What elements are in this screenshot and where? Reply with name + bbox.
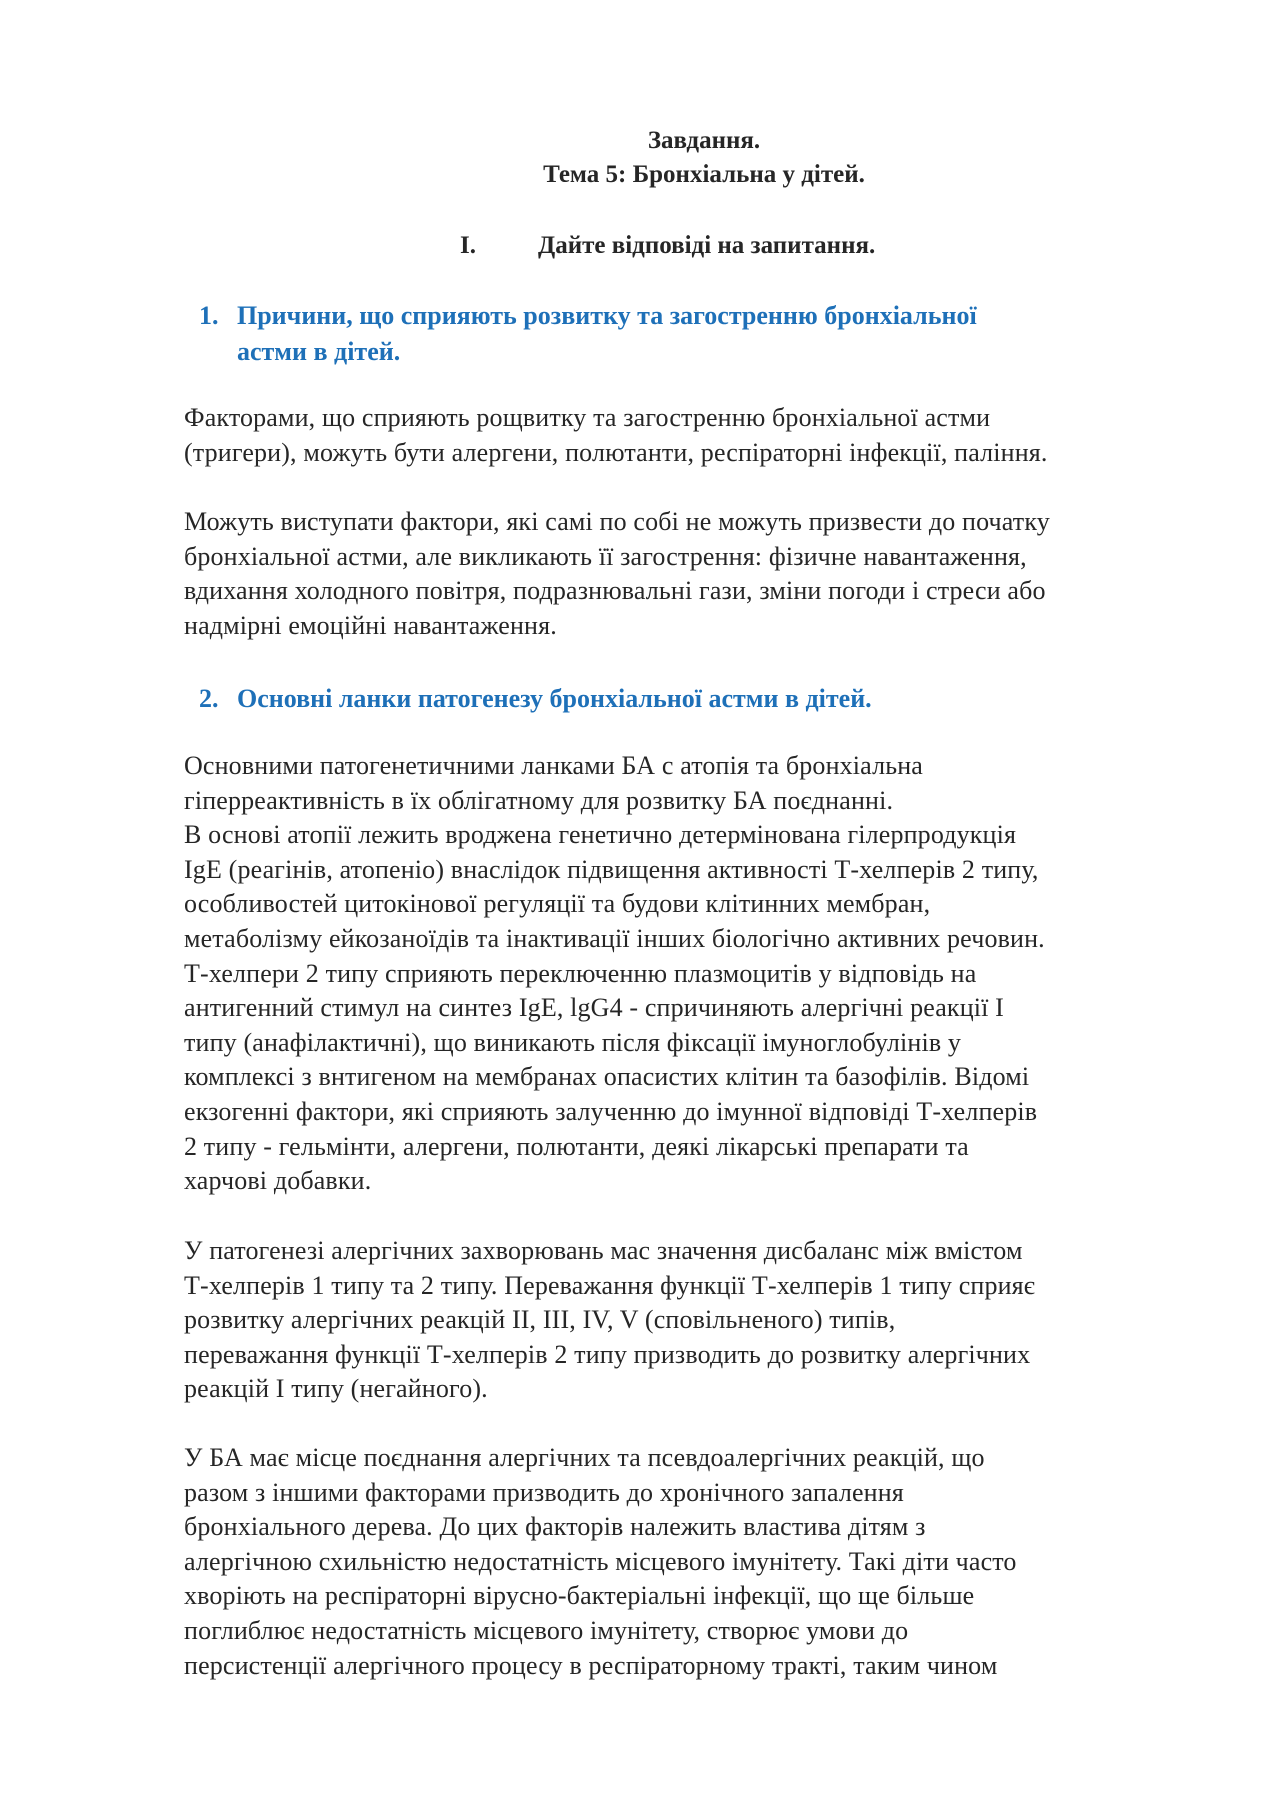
paragraph-line: У патогенезі алергічних захворювань мас значення дисбаланс між вмістом bbox=[184, 1236, 1023, 1265]
paragraph-line: гіперреактивність в їх облігатному для розвитку БА поєднанні. bbox=[184, 785, 894, 815]
paragraph-line: Можуть виступати фактори, які самі по собі не можуть призвести до початку bbox=[184, 507, 1050, 536]
paragraph-line: В основі атопії лежить вроджена генетично детермінована гілерпродукція bbox=[184, 820, 1017, 850]
paragraph-line: бронхіальної астми, але викликають її загострення: фізичне навантаження, bbox=[184, 541, 1027, 571]
section-numeral: I. bbox=[460, 232, 476, 259]
document-header bbox=[0, 124, 1280, 192]
paragraph-pathogenesis bbox=[184, 749, 1196, 1199]
topic-title: Тема 5: Бронхіальна у дітей. bbox=[543, 161, 865, 188]
paragraph-line: надмірні емоційні навантаження. bbox=[184, 610, 557, 640]
question-heading-1 bbox=[199, 298, 1149, 370]
paragraph-line: харчові добавки. bbox=[184, 1166, 372, 1196]
paragraph-line: типу (анафілактичні), що виникають після фіксації імуноглобулінів у bbox=[184, 1027, 962, 1057]
paragraph-line: вдихання холодного повітря, подразнювальні гази, зміни погоди і стреси або bbox=[184, 576, 1046, 606]
paragraph-line: У БА має місце поєднання алергічних та псевдоалергічних реакцій, що bbox=[184, 1443, 985, 1472]
question-text bbox=[237, 681, 1149, 717]
assignment-title: Завдання. bbox=[647, 127, 761, 154]
question-line: Основні ланки патогенезу бронхіальної астми в дітей. bbox=[237, 684, 872, 713]
paragraph-line: IgE (реагінів, атопеніо) внаслідок підвищення активності Т-хелперів 2 типу, bbox=[184, 854, 1039, 884]
paragraph-line: Основними патогенетичними ланками БА с атопія та бронхіальна bbox=[184, 751, 923, 780]
paragraph-line: хворіють на респіраторні вірусно-бактеріальні інфекції, що ще більше bbox=[184, 1581, 975, 1611]
paragraph-line: комплексі з внтигеном на мембранах опасистих клітин та базофілів. Відомі bbox=[184, 1062, 1030, 1092]
question-line: астми в дітей. bbox=[237, 337, 401, 366]
paragraph-line: разом з іншими факторами призводить до хронічного запалення bbox=[184, 1477, 904, 1507]
question-heading-2 bbox=[199, 681, 1149, 717]
paragraph-line: Факторами, що сприяють рощвитку та загостренню бронхіальної астми bbox=[184, 403, 991, 432]
paragraph-line: 2 типу - гельмінти, алергени, полютанти, деякі лікарські препарати та bbox=[184, 1131, 969, 1161]
paragraph-line: поглиблює недостатність місцевого імунітету, створює умови до bbox=[184, 1615, 909, 1645]
paragraph-line: Т-хелпери 2 типу сприяють переключенню плазмоцитів у відповідь на bbox=[184, 958, 977, 988]
paragraph-line: розвитку алергічних реакцій II, III, IV, V (сповільненого) типів, bbox=[184, 1305, 896, 1335]
paragraph-line: (тригери), можуть бути алергени, полютанти, респіраторні інфекції, паління. bbox=[184, 437, 1048, 467]
paragraph-line: переважання функції Т-хелперів 2 типу призводить до розвитку алергічних bbox=[184, 1339, 1031, 1369]
section-title: Дайте відповіді на запитання. bbox=[538, 232, 876, 259]
paragraph-line: персистенції алергічного процесу в респіраторному тракті, таким чином bbox=[184, 1650, 998, 1680]
paragraph-combined-reactions bbox=[184, 1441, 1196, 1683]
paragraph-exacerbation-factors bbox=[184, 505, 1196, 643]
question-line: Причини, що сприяють розвитку та загостренню бронхіальної bbox=[237, 301, 977, 330]
paragraph-line: Т-хелперів 1 типу та 2 типу. Переважання функції Т-хелперів 1 типу сприяє bbox=[184, 1270, 1036, 1300]
paragraph-line: бронхіального дерева. До цих факторів належить властива дітям з bbox=[184, 1512, 926, 1542]
section-heading bbox=[460, 229, 875, 263]
paragraph-th-imbalance bbox=[184, 1234, 1196, 1407]
paragraph-line: метаболізму ейкозаноїдів та інактивації інших біологічно активних речовин. bbox=[184, 923, 1045, 953]
paragraph-line: екзогенні фактори, які сприяють залученню до імунної відповіді Т-хелперів bbox=[184, 1096, 1038, 1126]
question-number: 2. bbox=[199, 684, 219, 713]
question-number: 1. bbox=[199, 301, 219, 330]
paragraph-line: реакцій I типу (негайного). bbox=[184, 1374, 488, 1404]
question-text bbox=[237, 298, 1149, 370]
paragraph-line: особливостей цитокінової регуляції та будови клітинних мембран, bbox=[184, 889, 931, 919]
paragraph-triggers bbox=[184, 401, 1196, 470]
paragraph-line: алергічною схильністю недостатність місцевого імунітету. Такі діти часто bbox=[184, 1546, 1017, 1576]
paragraph-line: антигенний стимул на синтез IgE, lgG4 - спричиняють алергічні реакції I bbox=[184, 993, 1004, 1023]
